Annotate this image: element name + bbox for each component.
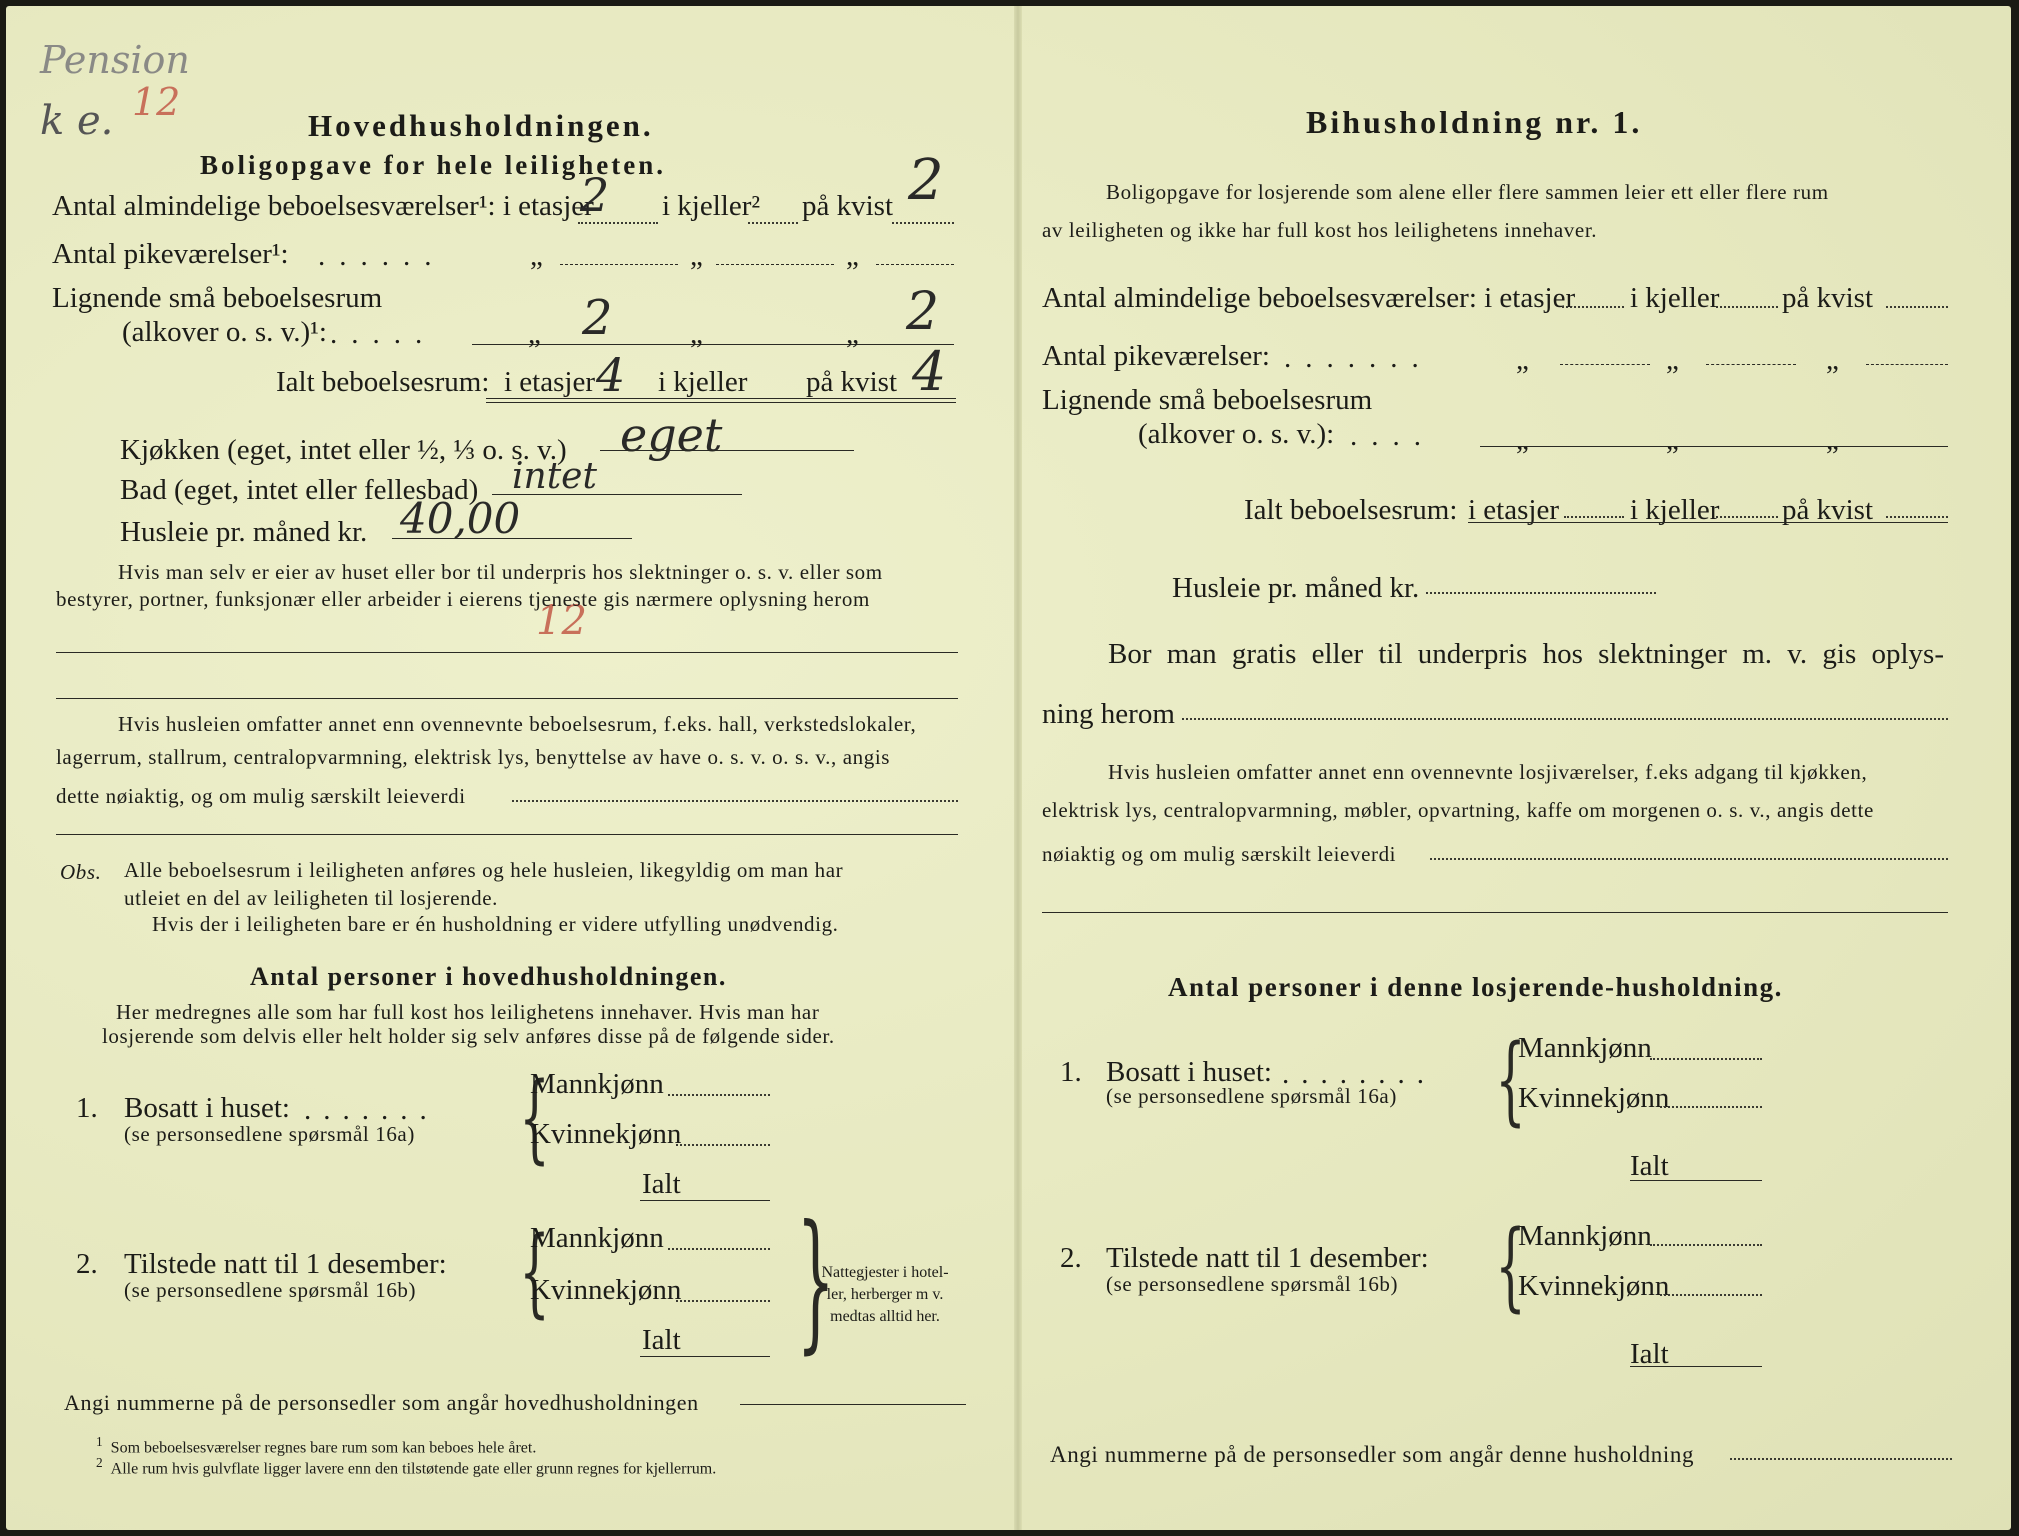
q2-label: Tilstede natt til 1 desember:	[124, 1248, 447, 1280]
nattegjester-line-3: medtas alltid her.	[830, 1308, 940, 1325]
angi-line: Angi nummerne på de personsedler som angår hovedhusholdningen	[64, 1390, 699, 1415]
q1-number: 1.	[1060, 1056, 1082, 1088]
brace-left: {	[519, 1216, 550, 1328]
para-husleie-2: elektrisk lys, centralopvarmning, møbler, opvartning, kaffe om morgenen o. s. v., angis dette	[1042, 798, 1874, 822]
label-pa-kvist: på kvist	[1782, 282, 1874, 314]
q1-mannkjonn-label: Mannkjønn	[1518, 1032, 1652, 1064]
q2-kvinnekjonn-label: Kvinnekjønn	[530, 1274, 682, 1306]
ditto-mark: „	[1516, 344, 1529, 376]
leader-dots: ......	[318, 240, 446, 272]
label-antal-alm: Antal almindelige beboelsesværelser: i etasjer	[1042, 282, 1576, 314]
para-husleie-1: Hvis husleien omfatter annet enn ovennevnte beboelsesrum, f.eks. hall, verkstedslokaler,	[118, 712, 917, 736]
label-pa-kvist: på kvist	[802, 190, 894, 222]
label-antal-pike: Antal pikeværelser¹:	[52, 238, 289, 270]
ditto-mark: „	[530, 240, 543, 272]
q1-ialt-label: Ialt	[1630, 1150, 1669, 1182]
para-husleie-2: lagerrum, stallrum, centralopvarmning, elektrisk lys, benyttelse av have o. s. v. o. s. v., angis	[56, 745, 891, 769]
q1-number: 1.	[76, 1092, 98, 1124]
label-ialt-beboelsesrum: Ialt beboelsesrum:	[1244, 494, 1458, 526]
nattegjester-line-2: ler, herberger m v.	[826, 1286, 944, 1303]
page-title: Hovedhusholdningen.	[308, 108, 654, 143]
obs-label: Obs.	[60, 860, 102, 884]
brace-left: {	[1495, 1210, 1526, 1322]
q2-note: (se personsedlene spørsmål 16b)	[1106, 1272, 1399, 1296]
leader-dots: .......	[304, 1094, 439, 1126]
label-husleie: Husleie pr. måned kr.	[120, 516, 368, 548]
ditto-mark: „	[1516, 424, 1529, 456]
q1-kvinnekjonn-label: Kvinnekjønn	[530, 1118, 682, 1150]
q1-mannkjonn-label: Mannkjønn	[530, 1068, 664, 1100]
value-etasjer: 2	[580, 168, 610, 222]
value-ialt-kvist: 4	[912, 340, 947, 403]
para-eier-2: bestyrer, portner, funksjonær eller arbeider i eierens tjeneste gis nærmere oplysning herom	[56, 587, 870, 611]
label-antal-pike: Antal pikeværelser:	[1042, 340, 1270, 372]
value-kjokken: eget	[620, 408, 723, 462]
label-i-kjeller: i kjeller	[1630, 494, 1720, 526]
value-bad: intet	[512, 456, 597, 497]
q1-note: (se personsedlene spørsmål 16a)	[124, 1122, 415, 1146]
ditto-mark: „	[690, 318, 703, 350]
page-title: Bihusholdning nr. 1.	[1306, 104, 1643, 140]
value-kvist: 2	[908, 148, 944, 213]
ditto-mark: „	[528, 318, 541, 350]
footnote-1-text: Som beboelsesværelser regnes bare rum som kan beboes hele året.	[110, 1439, 537, 1457]
ditto-mark: „	[1826, 344, 1839, 376]
para-husleie-3: nøiaktig og om mulig særskilt leieverdi	[1042, 842, 1397, 866]
brace-left: {	[1495, 1024, 1526, 1136]
intro-line-1: Boligopgave for losjerende som alene eller flere sammen leier ett eller flere rum	[1106, 180, 1829, 204]
label-kjokken: Kjøkken (eget, intet eller ½, ⅓ o. s. v.)	[120, 434, 567, 466]
label-lignende: Lignende små beboelsesrum	[1042, 384, 1373, 416]
label-i-kjeller: i kjeller	[1630, 282, 1720, 314]
brace-right: }	[796, 1194, 835, 1368]
q1-ialt-label: Ialt	[642, 1168, 681, 1200]
value-lignende-kvist: 2	[906, 282, 940, 342]
footnote-2	[96, 1455, 716, 1478]
leader-dots: ....	[1350, 420, 1435, 452]
angi-line: Angi nummerne på de personsedler som angår denne husholdning	[1050, 1442, 1695, 1467]
red-note-12-top: 12	[132, 80, 181, 124]
para-gratis-2: ning herom	[1042, 698, 1175, 730]
label-bad: Bad (eget, intet eller fellesbad)	[120, 474, 479, 506]
label-i-kjeller: i kjeller	[658, 366, 748, 398]
para-husleie-3: dette nøiaktig, og om mulig særskilt leieverdi	[56, 784, 466, 808]
persons-note-2: losjerende som delvis eller helt holder sig selv anføres disse på de følgende sider.	[102, 1024, 835, 1048]
footnote-1-number: 1	[96, 1434, 103, 1449]
obs-line-2: utleiet en del av leiligheten til losjerende.	[124, 886, 498, 910]
q2-label: Tilstede natt til 1 desember:	[1106, 1242, 1429, 1274]
ditto-mark: „	[690, 240, 703, 272]
label-pa-kvist: på kvist	[1782, 494, 1874, 526]
q1-label: Bosatt i huset:	[1106, 1056, 1272, 1088]
brace-left: {	[519, 1062, 550, 1174]
value-ialt-etasjer: 4	[596, 348, 626, 402]
label-pa-kvist: på kvist	[806, 366, 898, 398]
label-lignende: Lignende små beboelsesrum	[52, 282, 383, 314]
footnote-2-text: Alle rum hvis gulvflate ligger lavere enn den tilstøtende gate eller grunn regnes for kjellerrum.	[110, 1460, 717, 1478]
label-i-etasjer: i etasjer	[504, 366, 595, 398]
q1-kvinnekjonn-label: Kvinnekjønn	[1518, 1082, 1670, 1114]
q2-mannkjonn-label: Mannkjønn	[1518, 1220, 1652, 1252]
leader-dots: ........	[1282, 1058, 1436, 1090]
q2-note: (se personsedlene spørsmål 16b)	[124, 1278, 417, 1302]
footnote-2-number: 2	[96, 1455, 103, 1470]
nattegjester-line-1: Nattegjester i hotel-	[821, 1264, 949, 1281]
label-alkover: (alkover o. s. v.)¹:	[122, 316, 327, 348]
nattegjester-note	[800, 1262, 970, 1328]
intro-line-2: av leiligheten og ikke har full kost hos leilighetens innehaver.	[1042, 218, 1598, 242]
leader-dots: .......	[1284, 342, 1433, 374]
pencil-note-ke: k e.	[40, 98, 114, 144]
ditto-mark: „	[1826, 424, 1839, 456]
label-alkover: (alkover o. s. v.):	[1138, 418, 1335, 450]
red-mark-12: 12	[536, 598, 587, 644]
persons-title: Antal personer i hovedhusholdningen.	[250, 962, 727, 991]
para-husleie-1: Hvis husleien omfatter annet enn ovennevnte losjiværelser, f.eks adgang til kjøkken,	[1108, 760, 1868, 784]
para-eier-1: Hvis man selv er eier av huset eller bor til underpris hos slektninger o. s. v. eller som	[118, 560, 883, 584]
label-i-kjeller: i kjeller²	[662, 190, 761, 222]
q2-kvinnekjonn-label: Kvinnekjønn	[1518, 1270, 1670, 1302]
value-husleie: 40,00	[400, 494, 521, 543]
label-husleie: Husleie pr. måned kr.	[1172, 572, 1420, 604]
q2-mannkjonn-label: Mannkjønn	[530, 1222, 664, 1254]
value-lignende-etasjer: 2	[582, 290, 613, 346]
persons-title: Antal personer i denne losjerende-husholdning.	[1168, 972, 1783, 1002]
footnote-1	[96, 1434, 536, 1457]
label-antal-alm: Antal almindelige beboelsesværelser¹: i etasjer	[52, 190, 594, 222]
obs-line-1: Alle beboelsesrum i leiligheten anføres og hele husleien, likegyldig om man har	[124, 858, 844, 882]
para-gratis-1: Bor man gratis eller til underpris hos slektninger m. v. gis oplys-	[1108, 638, 1944, 670]
ditto-mark: „	[1666, 344, 1679, 376]
pencil-note-pension: Pension	[40, 38, 190, 82]
q1-label: Bosatt i huset:	[124, 1092, 290, 1124]
ditto-mark: „	[846, 318, 859, 350]
ditto-mark: „	[1666, 424, 1679, 456]
q2-number: 2.	[1060, 1242, 1082, 1274]
leader-dots: .....	[330, 318, 437, 350]
label-ialt-beboelsesrum: Ialt beboelsesrum:	[276, 366, 490, 398]
label-i-etasjer: i etasjer	[1468, 494, 1559, 526]
obs-line-3: Hvis der i leiligheten bare er én husholdning er videre utfylling unødvendig.	[152, 912, 839, 936]
q2-number: 2.	[76, 1248, 98, 1280]
q2-ialt-label: Ialt	[642, 1324, 681, 1356]
q1-note: (se personsedlene spørsmål 16a)	[1106, 1084, 1397, 1108]
q2-ialt-label: Ialt	[1630, 1338, 1669, 1370]
persons-note-1: Her medregnes alle som har full kost hos leilighetens innehaver. Hvis man har	[116, 1000, 820, 1024]
page-subtitle: Boligopgave for hele leiligheten.	[200, 150, 666, 180]
ditto-mark: „	[846, 240, 859, 272]
page-fold	[1014, 6, 1022, 1530]
